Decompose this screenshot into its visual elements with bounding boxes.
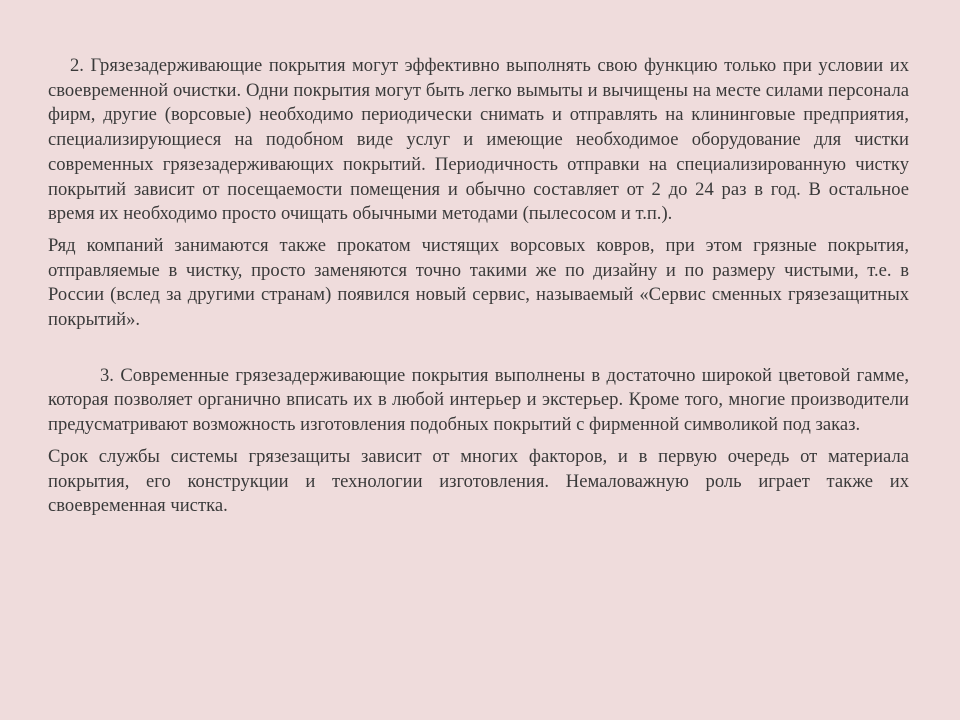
paragraph-color-range: 3. Современные грязезадерживающие покрытия выполнены в достаточно широкой цветовой гамме, которая позволяет органично вписать их в любой интерьер и экстерьер. Кроме того, многие производители предусматривают возможность изготовления подобных покрытий с фирменной символикой под заказ.: [48, 364, 909, 436]
paragraph-rental-service: Ряд компаний занимаются также прокатом чистящих ворсовых ковров, при этом грязные покрытия, отправляемые в чистку, просто заменяются точно такими же по дизайну и по размеру чистыми, т.е. в России (вслед за другими странам) появился новый сервис, называемый «Сервис сменных грязезащитных покрытий».: [48, 234, 909, 331]
slide-text-body: [48, 54, 909, 519]
paragraph-cleaning-requirements: 2. Грязезадерживающие покрытия могут эффективно выполнять свою функцию только при условии их своевременной очистки. Одни покрытия могут быть легко вымыты и вычищены на месте силами персонала фирм, другие (ворсовые) необходимо периодически снимать и отправлять на клининговые предприятия, специализирующиеся на подобном виде услуг и имеющие необходимое оборудование для чистки современных грязезадерживающих покрытий. Периодичность отправки на специализированную чистку покрытий зависит от посещаемости помещения и обычно составляет от 2 до 24 раз в год. В остальное время их необходимо просто очищать обычными методами (пылесосом и т.п.).: [48, 55, 909, 225]
paragraph-service-life: Срок службы системы грязезащиты зависит от многих факторов, и в первую очередь от материала покрытия, его конструкции и технологии изготовления. Немаловажную роль играет также их своевременная чистка.: [48, 445, 909, 517]
